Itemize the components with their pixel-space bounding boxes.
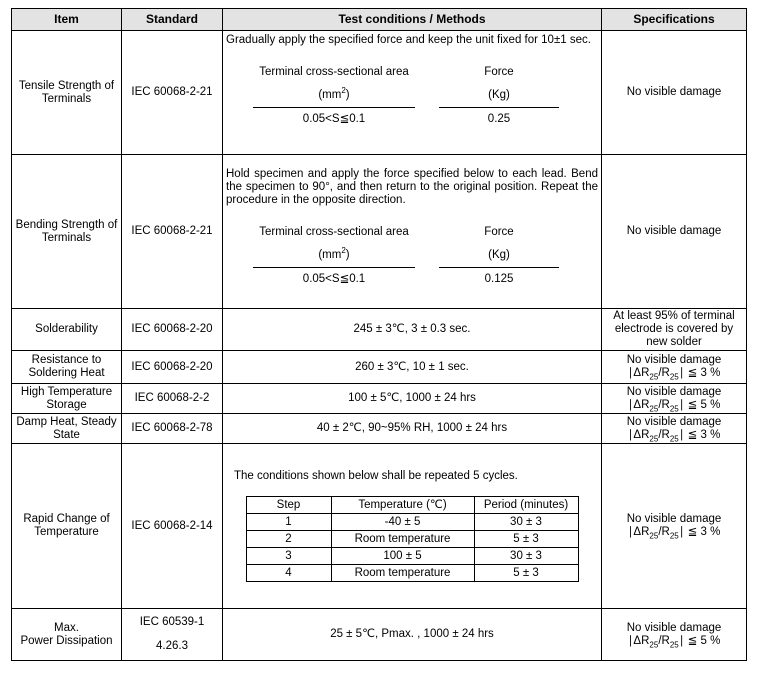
tensile-standard: IEC 60068-2-21: [122, 31, 223, 155]
bending-conditions: [223, 155, 602, 309]
solderability-item: Solderability: [12, 309, 122, 351]
table-row: 3 100 ± 5 30 ± 3: [246, 548, 578, 565]
high-temp-item: High Temperature Storage: [12, 384, 122, 414]
soldering-heat-condition: 260 ± 3℃, 10 ± 1 sec.: [223, 351, 602, 384]
tensile-spec: No visible damage: [602, 31, 747, 155]
tensile-text: Gradually apply the specified force and keep the unit fixed for 10±1 sec.: [226, 34, 591, 46]
bending-item: Bending Strength of Terminals: [12, 155, 122, 309]
table-row: 1 -40 ± 5 30 ± 3: [246, 514, 578, 531]
header-standard: Standard: [122, 9, 223, 31]
power-item: Max. Power Dissipation: [12, 609, 122, 661]
test-specification-table: [11, 8, 747, 661]
table-row-rapid-change: [12, 444, 747, 609]
header-specifications: Specifications: [602, 9, 747, 31]
tensile-item: Tensile Strength of Terminals: [12, 31, 122, 155]
table-row-bending: [12, 155, 747, 309]
soldering-heat-item: Resistance to Soldering Heat: [12, 351, 122, 384]
damp-heat-spec: No visible damage $∣\Delta R_{25}/R_{25}∣$ ≦ 3 %: [602, 414, 747, 444]
rapid-change-text: The conditions shown below shall be repeated 5 cycles.: [234, 470, 518, 482]
table-row-tensile: [12, 31, 747, 155]
tensile-force-header: Force: [484, 66, 514, 78]
damp-heat-condition: 40 ± 2℃, 90~95% RH, 1000 ± 24 hrs: [223, 414, 602, 444]
tensile-force-table: [253, 61, 559, 131]
cycle-steps-table: [246, 496, 579, 582]
tensile-area-unit: $(mm^2)$: [253, 84, 415, 107]
header-row: [12, 9, 747, 31]
rapid-change-item: Rapid Change of Temperature: [12, 444, 122, 609]
high-temp-standard: IEC 60068-2-2: [122, 384, 223, 414]
table-row-damp-heat: [12, 414, 747, 444]
bending-force-table: [253, 221, 559, 291]
steps-header-row: [246, 497, 578, 514]
damp-heat-item: Damp Heat, Steady State: [12, 414, 122, 444]
bending-force-value: 0.125: [484, 272, 514, 285]
high-temp-spec: No visible damage $∣\Delta R_{25}/R_{25}∣$ ≦ 5 %: [602, 384, 747, 414]
high-temp-condition: 100 ± 5℃, 1000 ± 24 hrs: [223, 384, 602, 414]
rapid-change-spec: No visible damage $∣\Delta R_{25}/R_{25}∣$ ≦ 3 %: [602, 444, 747, 609]
soldering-heat-spec: No visible damage $∣\Delta R_{25}/R_{25}∣$ ≦ 3 %: [602, 351, 747, 384]
table-row: 2 Room temperature 5 ± 3: [246, 531, 578, 548]
steps-header-temperature: Temperature (℃): [331, 497, 474, 514]
bending-spec: No visible damage: [602, 155, 747, 309]
solderability-standard: IEC 60068-2-20: [122, 309, 223, 351]
steps-header-step: Step: [246, 497, 331, 514]
table-row-solderability: [12, 309, 747, 351]
bending-area-unit: $(mm^2)$: [253, 244, 415, 267]
tensile-force-value: 0.25: [487, 112, 511, 125]
soldering-heat-standard: IEC 60068-2-20: [122, 351, 223, 384]
table-row: 4 Room temperature 5 ± 3: [246, 565, 578, 582]
power-condition: 25 ± 5℃, Pmax. , 1000 ± 24 hrs: [223, 609, 602, 661]
rapid-change-conditions: [223, 444, 602, 609]
bending-force-unit: (Kg): [439, 244, 559, 267]
bending-text: Hold specimen and apply the force specified below to each lead. Bend the specimen to 90°, and then return to the original position. Repeat the procedure in the opposite direction.: [226, 168, 598, 206]
bending-force-header: Force: [484, 226, 514, 238]
tensile-conditions: [223, 31, 602, 155]
table-row-high-temp: [12, 384, 747, 414]
table-row-soldering-heat: [12, 351, 747, 384]
tensile-force-unit: (Kg): [439, 84, 559, 107]
table-row-power: [12, 609, 747, 661]
tensile-area-value: 0.05<S≦0.1: [302, 112, 366, 125]
bending-area-value: 0.05<S≦0.1: [302, 272, 366, 285]
tensile-area-header: Terminal cross-sectional area: [259, 66, 409, 78]
solderability-condition: 245 ± 3℃, 3 ± 0.3 sec.: [223, 309, 602, 351]
solderability-spec: At least 95% of terminal electrode is covered by new solder: [602, 309, 747, 351]
header-item: Item: [12, 9, 122, 31]
damp-heat-standard: IEC 60068-2-78: [122, 414, 223, 444]
bending-area-header: Terminal cross-sectional area: [259, 226, 409, 238]
power-standard: IEC 60539-1 4.26.3: [122, 609, 223, 661]
header-test-conditions: Test conditions / Methods: [223, 9, 602, 31]
rapid-change-standard: IEC 60068-2-14: [122, 444, 223, 609]
bending-standard: IEC 60068-2-21: [122, 155, 223, 309]
power-spec: No visible damage $∣\Delta R_{25}/R_{25}∣$ ≦ 5 %: [602, 609, 747, 661]
steps-header-period: Period (minutes): [474, 497, 578, 514]
